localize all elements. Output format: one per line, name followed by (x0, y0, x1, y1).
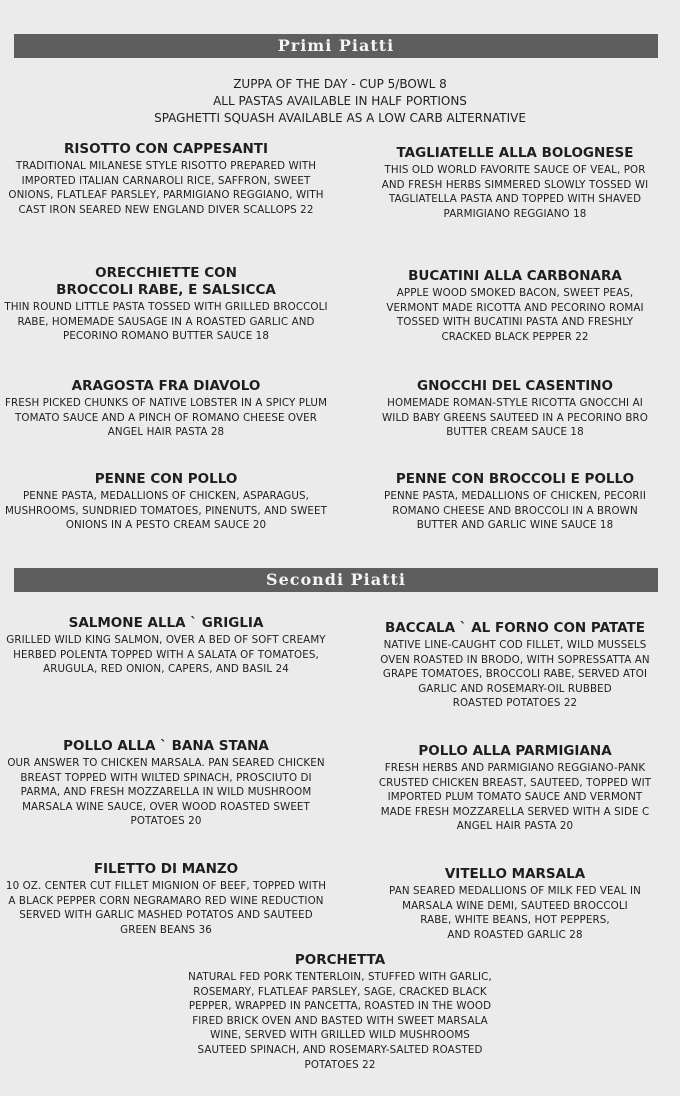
dish-name: POLLO ALLA ` BANA STANA (63, 738, 269, 754)
dish-name: POLLO ALLA PARMIGIANA (418, 743, 612, 759)
half-portions-line: ALL PASTAS AVAILABLE IN HALF PORTIONS (213, 94, 467, 108)
dish-description-line: ANGEL HAIR PASTA 20 (456, 820, 574, 833)
dish-name: ORECCHIETTE CON BROCCOLI RABE, E SALSICCA (56, 265, 276, 298)
dish-description-line: AND ROASTED GARLIC 28 (447, 928, 583, 941)
dish-description-line: RABE, WHITE BEANS, HOT PEPPERS, (420, 914, 610, 927)
dish-description-line: MADE FRESH MOZZARELLA SERVED WITH A SIDE C (380, 805, 650, 818)
dish-porchetta (140, 952, 540, 1072)
dish-risotto (2, 141, 330, 217)
dish-description: FRESH PICKED CHUNKS OF NATIVE LOBSTER IN A SPICY PLUM TOMATO SAUCE AND A PINCH OF ROMANO CHEESE OVER ANGEL HAIR PASTA 28 (4, 397, 328, 439)
dish-description-line: OVEN ROASTED IN BRODO, WITH SOPRESSATTA AN (380, 653, 650, 666)
dish-orecchiette (2, 265, 330, 344)
dish-name: PORCHETTA (294, 952, 386, 968)
dish-description-line: PARMIGIANO REGGIANO 18 (443, 207, 587, 220)
dish-description-line: TOSSED WITH BUCATINI PASTA AND FRESHLY (396, 316, 634, 329)
dish-gnocchi (352, 378, 678, 440)
dish-name: BUCATINI ALLA CARBONARA (408, 268, 622, 284)
dish-description-line: BUTTER CREAM SAUCE 18 (446, 426, 584, 439)
dish-description-line: GARLIC AND ROSEMARY-OIL RUBBED (418, 682, 612, 695)
dish-description-line: CRUSTED CHICKEN BREAST, SAUTEED, TOPPED WIT (378, 776, 652, 789)
dish-penne-broccoli (352, 471, 678, 533)
primi-piatti-header (14, 34, 658, 58)
dish-description-line: PENNE PASTA, MEDALLIONS OF CHICKEN, PECORII (384, 490, 646, 502)
dish-description-line: NATIVE LINE-CAUGHT COD FILLET, WILD MUSSELS (383, 639, 647, 651)
dish-description-line: THIS OLD WORLD FAVORITE SAUCE OF VEAL, POR (384, 164, 646, 176)
dish-description-line: ROMANO CHEESE AND BROCCOLI IN A BROWN (392, 504, 638, 517)
dish-bucatini (352, 268, 678, 344)
dish-description-line: WILD BABY GREENS SAUTEED IN A PECORINO BRO (382, 411, 648, 424)
dish-description: THIN ROUND LITTLE PASTA TOSSED WITH GRILLED BROCCOLI RABE, HOMEMADE SAUSAGE IN A ROASTED GARLIC AND PECORINO ROMANO BUTTER SAUCE 18 (4, 301, 328, 343)
dish-tagliatelle (352, 145, 678, 221)
dish-baccala (352, 620, 678, 711)
secondi-piatti-header (14, 568, 658, 592)
dish-description-line: AND FRESH HERBS SIMMERED SLOWLY TOSSED WI (381, 178, 649, 191)
dish-salmone (2, 615, 330, 677)
dish-pollo-parmigiana (352, 743, 678, 834)
dish-description-line: APPLE WOOD SMOKED BACON, SWEET PEAS, (396, 287, 634, 299)
dish-description: OUR ANSWER TO CHICKEN MARSALA. PAN SEARED CHICKEN BREAST TOPPED WITH WILTED SPINACH, PROSCIUTO DI PARMA, AND FRESH MOZZARELLA IN WILD MUSHROOM MARSALA WINE SAUCE, OVER WOOD ROASTED SWEET POTATOES 20 (7, 757, 325, 828)
spaghetti-squash-line: SPAGHETTI SQUASH AVAILABLE AS A LOW CARB ALTERNATIVE (154, 111, 526, 125)
dish-description-line: GRAPE TOMATOES, BROCCOLI RABE, SERVED ATOI (382, 668, 648, 681)
dish-description-line: CRACKED BLACK PEPPER 22 (441, 330, 589, 343)
dish-name: VITELLO MARSALA (444, 866, 586, 882)
dish-penne-pollo (2, 471, 330, 533)
dish-name: BACCALA ` AL FORNO CON PATATE (385, 620, 645, 636)
dish-description-line: VERMONT MADE RICOTTA AND PECORINO ROMAI (386, 301, 644, 314)
dish-filetto (2, 861, 330, 937)
zuppa-line: ZUPPA OF THE DAY - CUP 5/BOWL 8 (233, 77, 447, 91)
dish-description-line: HOMEMADE ROMAN-STYLE RICOTTA GNOCCHI AI (387, 397, 643, 409)
dish-description: 10 OZ. CENTER CUT FILLET MIGNION OF BEEF, TOPPED WITH A BLACK PEPPER CORN NEGRAMARO RED WINE REDUCTION SERVED WITH GARLIC MASHED POTATOS AND SAUTEED GREEN BEANS 36 (5, 880, 327, 936)
intro-notes (0, 76, 680, 127)
primi-piatti-title: Primi Piatti (277, 36, 395, 55)
dish-description: TRADITIONAL MILANESE STYLE RISOTTO PREPARED WITH IMPORTED ITALIAN CARNAROLI RICE, SAFFRON, SWEET ONIONS, FLATLEAF PARSLEY, PARMIGIANO REGGIANO, WITH CAST IRON SEARED NEW ENGLAND DIVER SCALLOPS 22 (8, 160, 324, 216)
dish-name: FILETTO DI MANZO (93, 861, 239, 877)
secondi-piatti-title: Secondi Piatti (266, 570, 406, 589)
dish-description-line: IMPORTED PLUM TOMATO SAUCE AND VERMONT (387, 791, 643, 804)
dish-name: PENNE CON POLLO (94, 471, 238, 487)
dish-description-line: TAGLIATELLA PASTA AND TOPPED WITH SHAVED (388, 193, 642, 206)
dish-vitello (352, 866, 678, 942)
dish-name: TAGLIATELLE ALLA BOLOGNESE (396, 145, 634, 161)
dish-description-line: FRESH HERBS AND PARMIGIANO REGGIANO-PANK (384, 762, 646, 774)
dish-name: RISOTTO CON CAPPESANTI (64, 141, 268, 157)
dish-description-line: ROASTED POTATOES 22 (452, 697, 578, 710)
dish-name: ARAGOSTA FRA DIAVOLO (71, 378, 261, 394)
dish-pollo-bana-stana (2, 738, 330, 829)
dish-description: PENNE PASTA, MEDALLIONS OF CHICKEN, ASPARAGUS, MUSHROOMS, SUNDRIED TOMATOES, PINENUTS, AND SWEET ONIONS IN A PESTO CREAM SAUCE 20 (4, 490, 328, 532)
dish-description-line: BUTTER AND GARLIC WINE SAUCE 18 (416, 519, 614, 532)
dish-description-line: PAN SEARED MEDALLIONS OF MILK FED VEAL IN (389, 885, 641, 897)
dish-description: NATURAL FED PORK TENTERLOIN, STUFFED WITH GARLIC, ROSEMARY, FLATLEAF PARSLEY, SAGE, CRACKED BLACK PEPPER, WRAPPED IN PANCETTA, ROASTED IN THE WOOD FIRED BRICK OVEN AND BASTED WITH SWEET MARSALA WINE, SERVED WITH GRILLED WILD MUSHROOMS SAUTEED SPINACH, AND ROSEMARY-SALTED ROASTED POTATOES 22 (188, 971, 492, 1071)
dish-name: SALMONE ALLA ` GRIGLIA (68, 615, 264, 631)
dish-name: GNOCCHI DEL CASENTINO (416, 378, 614, 394)
dish-description: GRILLED WILD KING SALMON, OVER A BED OF SOFT CREAMY HERBED POLENTA TOPPED WITH A SALATA OF TOMATOES, ARUGULA, RED ONION, CAPERS, AND BASIL 24 (6, 634, 326, 676)
dish-description-line: MARSALA WINE DEMI, SAUTEED BROCCOLI (402, 899, 628, 912)
dish-aragosta (2, 378, 330, 440)
dish-name: PENNE CON BROCCOLI E POLLO (395, 471, 635, 487)
